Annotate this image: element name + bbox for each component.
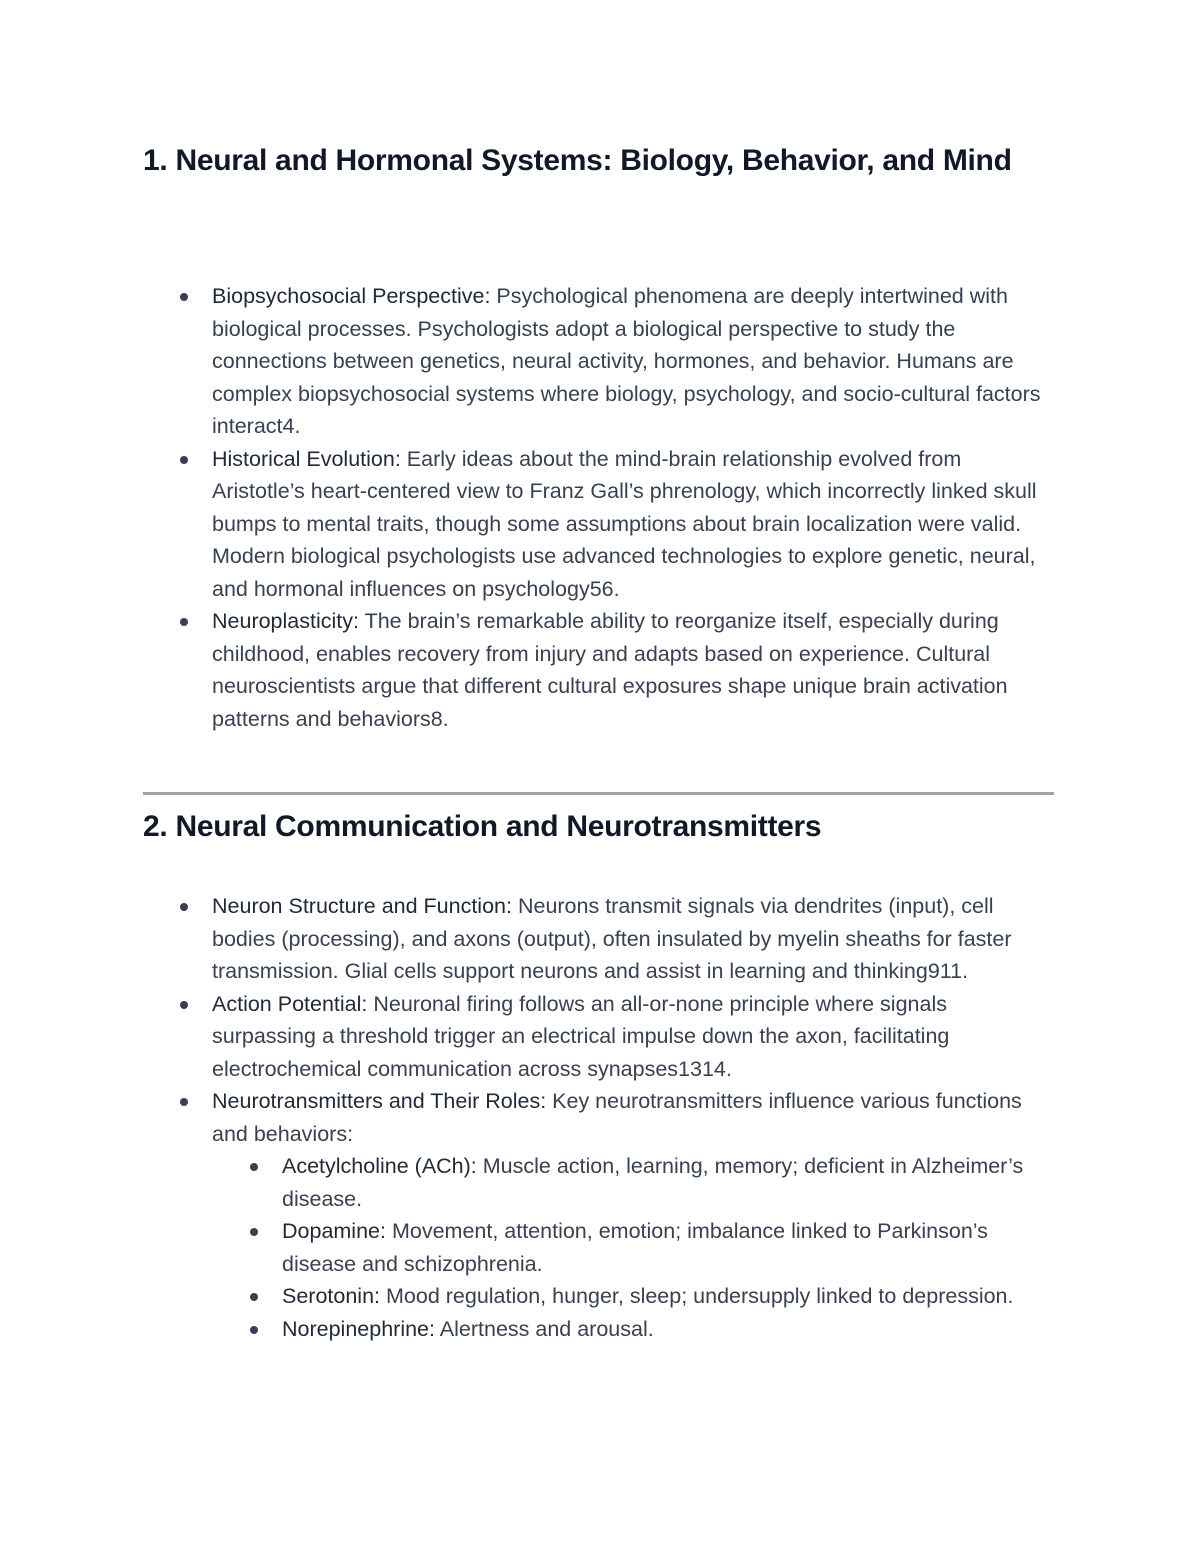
list-item — [143, 988, 1055, 1086]
section-2-list — [143, 890, 1055, 1345]
sub-list-item — [212, 1313, 1055, 1346]
item-text: Neuronal firing follows an all-or-none principle where signals surpassing a threshold trigger an electrical impulse down the axon, facilitating electrochemical communication across synapses1314. — [212, 991, 950, 1081]
item-label: Neurotransmitters and Their Roles: — [212, 1089, 547, 1113]
item-label: Norepinephrine: — [282, 1316, 435, 1341]
list-item — [143, 890, 1055, 988]
item-label: Neuron Structure and Function: — [212, 894, 512, 918]
item-text: Alertness and arousal. — [435, 1316, 654, 1341]
item-label: Historical Evolution: — [212, 446, 401, 471]
item-label: Biopsychosocial Perspective: — [212, 284, 491, 308]
item-text: Neurons transmit signals via dendrites (input), cell bodies (processing), and axons (output), often insulated by myelin sheaths for faster transmission. Glial cells support neurons and assist in learning and thinking911. — [212, 894, 1012, 983]
item-text: Mood regulation, hunger, sleep; undersupply linked to depression. — [380, 1284, 1014, 1308]
item-label: Acetylcholine (ACh): — [282, 1154, 477, 1178]
item-text: Muscle action, learning, memory; deficient in Alzheimer’s disease. — [282, 1154, 1024, 1211]
item-label: Serotonin: — [282, 1284, 381, 1308]
list-item — [143, 1085, 1055, 1345]
list-item — [143, 280, 1055, 443]
item-text: Movement, attention, emotion; imbalance linked to Parkinson’s disease and schizophrenia. — [282, 1219, 988, 1276]
section-1-heading: 1. Neural and Hormonal Systems: Biology, Behavior, and Mind — [143, 144, 1012, 177]
sub-list-item — [212, 1215, 1055, 1280]
section-divider — [143, 792, 1054, 795]
list-item — [143, 443, 1055, 606]
section-1-list — [143, 280, 1055, 735]
item-label: Action Potential: — [212, 991, 368, 1016]
item-text: Early ideas about the mind-brain relationship evolved from Aristotle’s heart-centered view to Franz Gall’s phrenology, which incorrectly linked skull bumps to mental traits, though some assumptions about brain localization were valid. Modern biological psychologists use advanced technologies to explore genetic, neural, and hormonal influences on psychology56. — [212, 446, 1037, 601]
sub-list-item — [212, 1280, 1055, 1313]
item-text: Key neurotransmitters influence various functions and behaviors: — [212, 1089, 1022, 1146]
item-text: The brain’s remarkable ability to reorganize itself, especially during childhood, enables recovery from injury and adapts based on experience. Cultural neuroscientists argue that different cultural exposures shape unique brain activation patterns and behaviors8. — [212, 609, 1008, 731]
item-text: Psychological phenomena are deeply intertwined with biological processes. Psychologists adopt a biological perspective to study the connections between genetics, neural activity, hormones, and behavior. Humans are complex biopsychosocial systems where biology, psychology, and socio-cultural factors interact4. — [212, 284, 1041, 438]
neurotransmitter-sublist — [212, 1150, 1055, 1345]
list-item — [143, 605, 1055, 735]
item-label: Dopamine: — [282, 1219, 386, 1243]
sub-list-item — [212, 1150, 1055, 1215]
item-label: Neuroplasticity: — [212, 609, 359, 633]
section-2-heading: 2. Neural Communication and Neurotransmitters — [143, 810, 822, 843]
